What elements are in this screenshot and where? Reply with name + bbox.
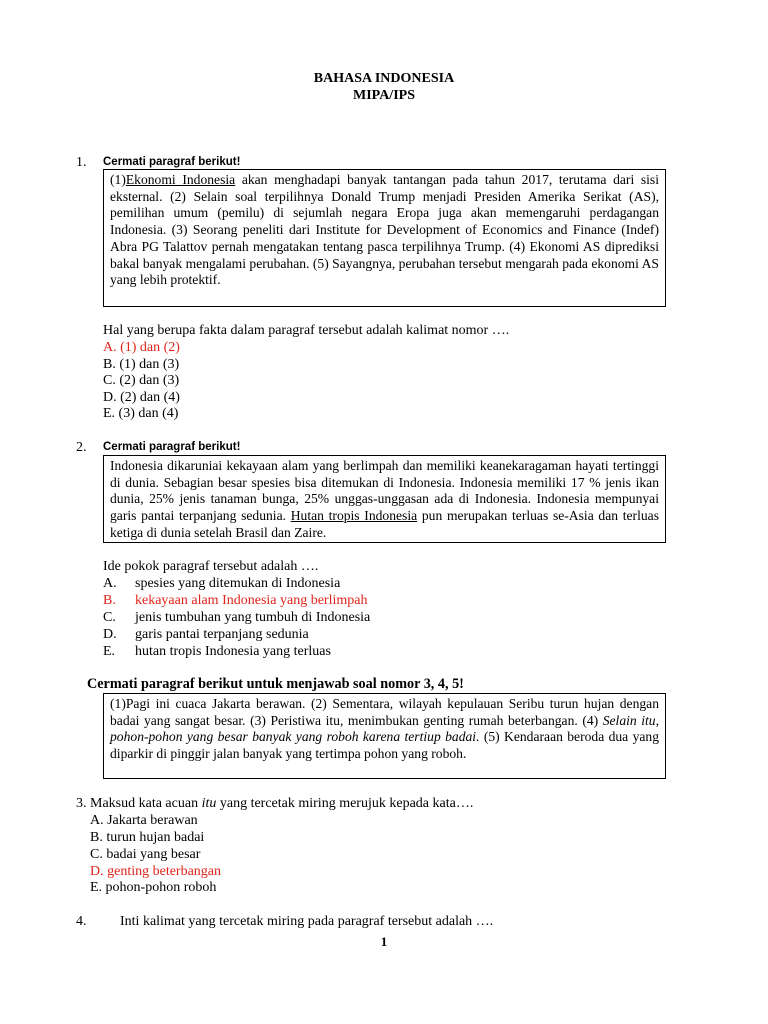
q3-option-a: A. Jakarta berawan	[90, 813, 198, 828]
document-subtitle: MIPA/IPS	[353, 88, 415, 103]
q2-paragraph-part2: pun merupakan terluas se-Asia dan terluas ketiga di dunia setelah Brasil dan Zaire.	[110, 508, 659, 540]
q1-option-b: B. (1) dan (3)	[103, 357, 180, 372]
q1-option-e: E. (3) dan (4)	[103, 406, 179, 421]
q2-paragraph-part1: Indonesia dikaruniai kekayaan alam yang berlimpah dan memiliki keanekaragaman hayati tertinggi di dunia. Sebagian besar spesies bisa ditemukan di Indonesia. Indonesia memiliki 17 % jenis ikan dunia, 25% jenis tanaman bunga, 25% unggas-unggasan ada di Indonesia. Indonesia mempunyai garis pantai terpanjang sedunia.	[110, 458, 659, 524]
q3-question-italic-word: itu	[201, 796, 217, 811]
q2-question: Ide pokok paragraf tersebut adalah ….	[103, 559, 319, 574]
q1-sentence-number: (1)	[110, 172, 126, 187]
q3-option-e: E. pohon-pohon roboh	[90, 880, 217, 895]
q3-question-post: yang tercetak miring merujuk kepada kata….	[216, 796, 474, 811]
q2-option-e-text: hutan tropis Indonesia yang terluas	[135, 644, 331, 659]
q2-option-d-letter: D.	[103, 627, 117, 642]
group345-paragraph	[110, 696, 659, 763]
q1-number: 1.	[76, 155, 87, 170]
q1-option-c: C. (2) dan (3)	[103, 373, 180, 388]
q2-option-e-letter: E.	[103, 644, 116, 659]
group345-paragraph-part1: (1)Pagi ini cuaca Jakarta berawan. (2) Sementara, wilayah kepulauan Seribu turun hujan dengan badai yang sangat besar. (3) Peristiwa itu, menimbukan genting rumah beterbangan. (4)	[110, 696, 659, 728]
q2-instruction: Cermati paragraf berikut!	[103, 441, 241, 453]
q2-option-c-text: jenis tumbuhan yang tumbuh di Indonesia	[135, 610, 371, 625]
q1-paragraph-box	[103, 169, 666, 307]
q1-option-a: A. (1) dan (2)	[103, 340, 180, 355]
q1-question: Hal yang berupa fakta dalam paragraf tersebut adalah kalimat nomor ….	[103, 323, 510, 338]
q1-option-d: D. (2) dan (4)	[103, 390, 180, 405]
q2-paragraph	[110, 458, 659, 542]
q2-option-c-letter: C.	[103, 610, 116, 625]
q3-option-d: D. genting beterbangan	[90, 864, 222, 879]
q2-option-d-text: garis pantai terpanjang sedunia	[135, 627, 309, 642]
q4-question: Inti kalimat yang tercetak miring pada paragraf tersebut adalah ….	[120, 914, 494, 929]
q2-underlined-phrase: Hutan tropis Indonesia	[290, 508, 418, 524]
q2-number: 2.	[76, 440, 87, 455]
q2-option-b-letter: B.	[103, 593, 116, 608]
q3-question	[90, 795, 473, 812]
q2-option-b-text: kekayaan alam Indonesia yang berlimpah	[135, 593, 368, 608]
q1-instruction: Cermati paragraf berikut!	[103, 156, 241, 168]
group345-italic-sentence: Selain itu, pohon-pohon yang besar banyak yang roboh karena tertiup badai.	[110, 712, 659, 745]
page-number: 1	[380, 934, 388, 949]
group345-paragraph-box	[103, 693, 666, 779]
document-title: BAHASA INDONESIA	[313, 71, 455, 86]
q3-number: 3.	[76, 796, 87, 811]
q1-paragraph-rest: akan menghadapi banyak tantangan pada tahun 2017, terutama dari sisi eksternal. (2) Selain soal terpilihnya Donald Trump menjadi Presiden Amerika Serikat (AS), pemilihan umum (pemilu) di sejumlah negara Eropa juga akan memengaruhi perdagangan Indonesia. (3) Seorang peneliti dari Institute for Development of Economics and Finance (Indef) Abra PG Talattov pernah mengatakan tentang pasca terpilihnya Trump. (4) Ekonomi AS diprediksi bakal banyak mengalami perubahan. (5) Sayangnya, perubahan tersebut mengarah pada ekonomi AS yang lebih protektif.	[110, 172, 659, 288]
group345-instruction: Cermati paragraf berikut untuk menjawab soal nomor 3, 4, 5!	[87, 676, 464, 692]
q1-paragraph	[110, 172, 659, 289]
q3-option-b: B. turun hujan badai	[90, 830, 205, 845]
q4-number: 4.	[76, 914, 87, 929]
group345-paragraph-part2: (5) Kendaraan beroda dua yang diparkir di pinggir jalan banyak yang tertimpa pohon yang roboh.	[110, 729, 659, 762]
q3-question-pre: Maksud kata acuan	[90, 796, 202, 811]
q2-option-a-letter: A.	[103, 576, 117, 591]
q1-underlined-phrase: Ekonomi Indonesia	[125, 172, 236, 187]
q2-option-a-text: spesies yang ditemukan di Indonesia	[135, 576, 341, 591]
q2-paragraph-box	[103, 455, 666, 543]
q3-option-c: C. badai yang besar	[90, 847, 201, 862]
